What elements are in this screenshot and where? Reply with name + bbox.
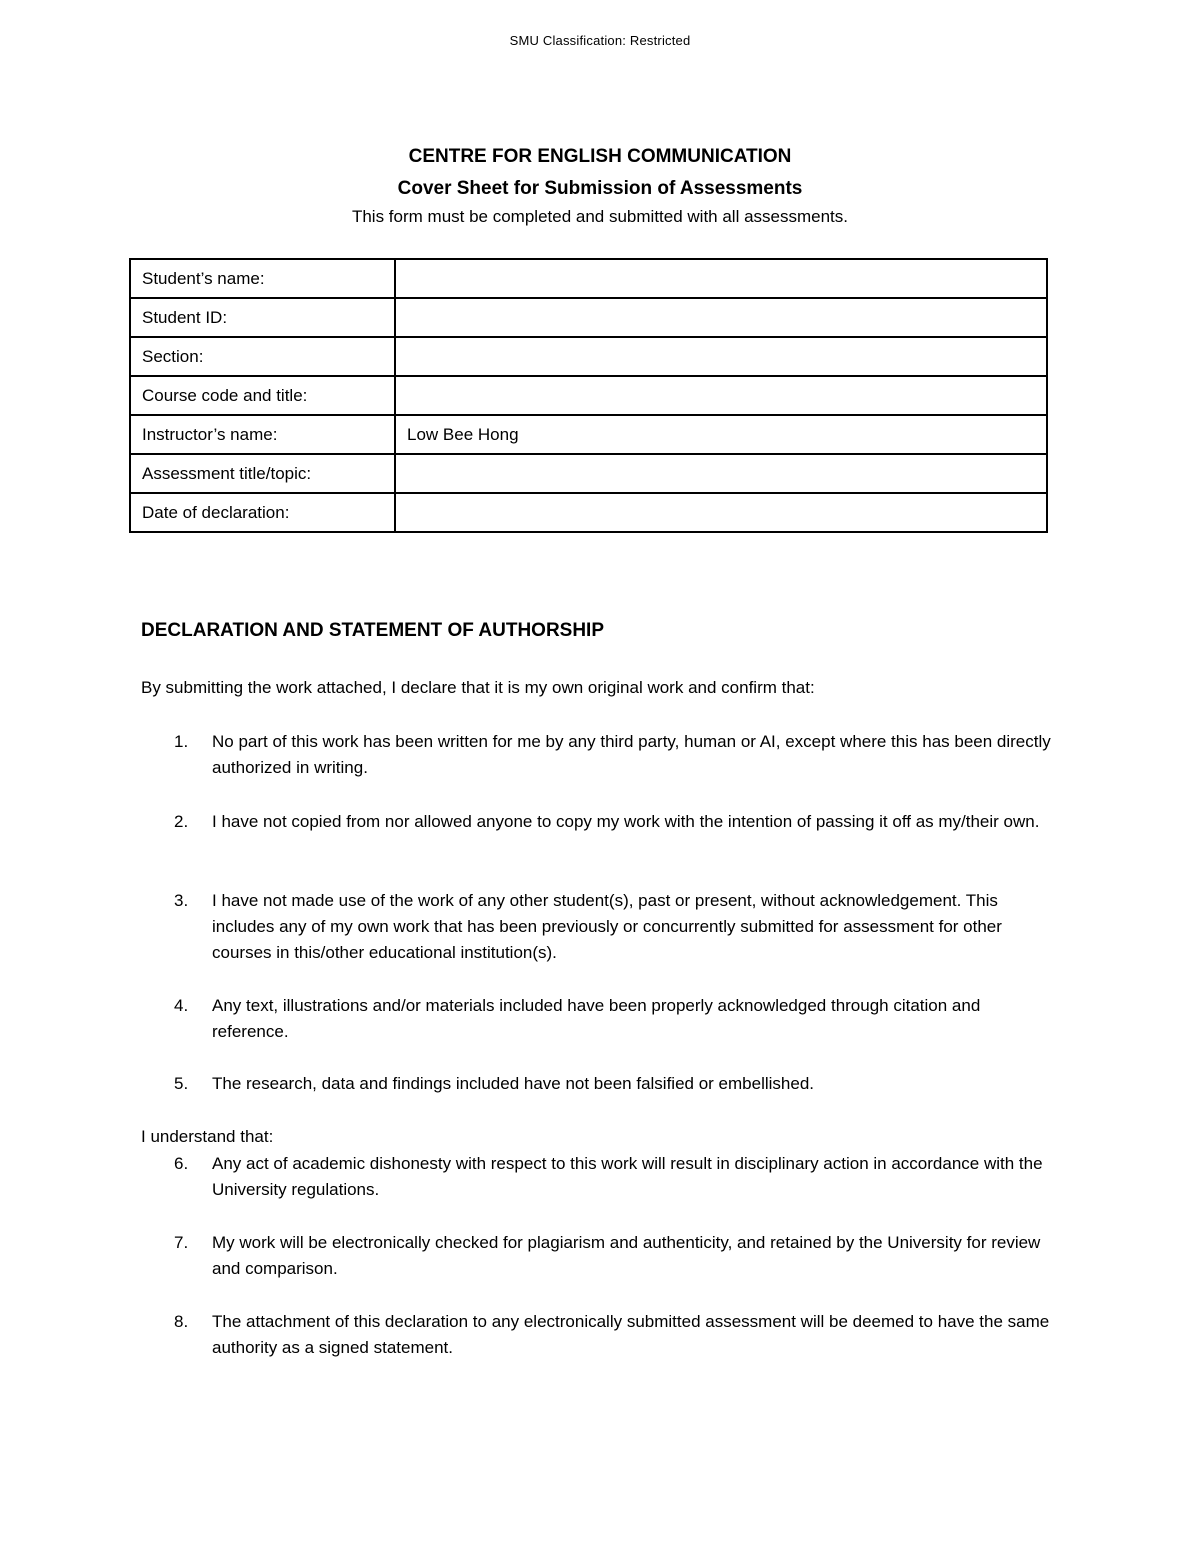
table-row — [130, 454, 1047, 493]
table-row — [130, 493, 1047, 532]
assessment-title-field[interactable] — [395, 454, 1047, 493]
page-title: CENTRE FOR ENGLISH COMMUNICATION — [408, 146, 792, 167]
classification-label: SMU Classification: Restricted — [509, 33, 691, 48]
understand-item — [141, 1230, 1061, 1282]
table-row — [130, 337, 1047, 376]
item-text: My work will be electronically checked for plagiarism and authenticity, and retained by the University for review and comparison. — [212, 1233, 1041, 1278]
student-id-label: Student ID: — [130, 298, 395, 337]
form-instruction: This form must be completed and submitted with all assessments. — [351, 207, 849, 226]
instructor-field[interactable]: Low Bee Hong — [395, 415, 1047, 454]
student-name-field[interactable] — [395, 259, 1047, 298]
item-text: The research, data and findings included have not been falsified or embellished. — [212, 1074, 814, 1093]
course-label: Course code and title: — [130, 376, 395, 415]
declaration-item — [141, 729, 1061, 781]
item-number: 3. — [174, 891, 189, 910]
section-field[interactable] — [395, 337, 1047, 376]
student-info-table — [129, 258, 1048, 533]
assessment-title-label: Assessment title/topic: — [130, 454, 395, 493]
item-text: I have not made use of the work of any other student(s), past or present, without acknowledgement. This includes any of my own work that has been previously or concurrently submitted for assessment for other courses in this/other educational institution(s). — [212, 891, 1002, 962]
table-row — [130, 376, 1047, 415]
item-number: 2. — [174, 812, 189, 831]
section-label: Section: — [130, 337, 395, 376]
student-id-field[interactable] — [395, 298, 1047, 337]
declaration-heading: DECLARATION AND STATEMENT OF AUTHORSHIP — [141, 620, 605, 641]
declaration-item — [141, 1071, 1061, 1097]
item-text: Any act of academic dishonesty with respect to this work will result in disciplinary action in accordance with the University regulations. — [212, 1154, 1043, 1199]
item-text: I have not copied from nor allowed anyone to copy my work with the intention of passing it off as my/their own. — [212, 812, 1040, 831]
item-number: 4. — [174, 996, 189, 1015]
declaration-item — [141, 809, 1061, 835]
understand-label: I understand that: — [141, 1127, 274, 1146]
declaration-date-label: Date of declaration: — [130, 493, 395, 532]
instructor-label: Instructor’s name: — [130, 415, 395, 454]
item-number: 7. — [174, 1233, 189, 1252]
student-name-label: Student’s name: — [130, 259, 395, 298]
declaration-date-field[interactable] — [395, 493, 1047, 532]
table-row — [130, 259, 1047, 298]
item-text: No part of this work has been written for me by any third party, human or AI, except where this has been directly authorized in writing. — [212, 732, 1051, 777]
item-text: The attachment of this declaration to any electronically submitted assessment will be deemed to have the same authority as a signed statement. — [212, 1312, 1050, 1357]
declaration-item — [141, 888, 1061, 966]
item-number: 6. — [174, 1154, 189, 1173]
item-number: 8. — [174, 1312, 189, 1331]
course-field[interactable] — [395, 376, 1047, 415]
table-row — [130, 415, 1047, 454]
item-text: Any text, illustrations and/or materials included have been properly acknowledged through citation and reference. — [212, 996, 981, 1041]
declaration-item — [141, 993, 1061, 1045]
item-number: 5. — [174, 1074, 189, 1093]
page-subtitle: Cover Sheet for Submission of Assessments — [397, 178, 803, 199]
understand-item — [141, 1309, 1061, 1361]
table-row — [130, 298, 1047, 337]
understand-item — [141, 1151, 1061, 1203]
item-number: 1. — [174, 732, 189, 751]
declaration-intro: By submitting the work attached, I declare that it is my own original work and confirm that: — [141, 678, 815, 697]
